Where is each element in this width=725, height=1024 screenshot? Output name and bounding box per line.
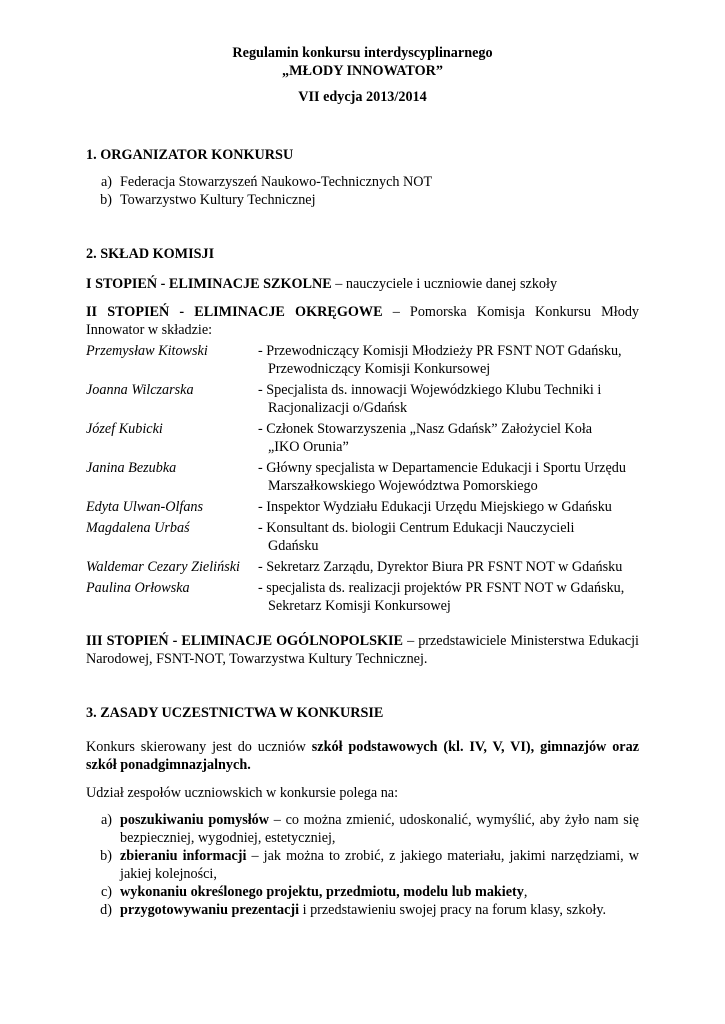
member-role: - Przewodniczący Komisji Młodzieży PR FSNT NOT Gdańsku, Przewodniczący Komisji Konkursowej xyxy=(258,343,622,377)
participation-lead: Udział zespołów uczniowskich w konkursie polega na: xyxy=(86,785,399,801)
table-row xyxy=(86,342,639,381)
member-name: Paulina Orłowska xyxy=(86,580,190,596)
member-name: Waldemar Cezary Zieliński xyxy=(86,559,240,575)
participation-list xyxy=(86,811,639,919)
member-name: Przemysław Kitowski xyxy=(86,343,208,359)
edition-label: VII edycja 2013/2014 xyxy=(298,89,427,105)
member-name: Edyta Ulwan-Olfans xyxy=(86,499,204,515)
member-name: Janina Bezubka xyxy=(86,460,177,476)
table-row xyxy=(86,579,639,618)
list-item: b) zbieraniu informacji – jak można to zrobić, z jakiego materiału, jakimi narzędziami, w jakiej kolejności, xyxy=(100,848,639,882)
member-name: Magdalena Urbaś xyxy=(86,520,190,536)
list-item: b) Towarzystwo Kultury Technicznej xyxy=(100,192,316,208)
stage1-paragraph: I STOPIEŃ - ELIMINACJE SZKOLNE – nauczyciele i uczniowie danej szkoły xyxy=(86,276,558,292)
stage3-paragraph: III STOPIEŃ - ELIMINACJE OGÓLNOPOLSKIE – przedstawiciele Ministerstwa Edukacji Narodowej, FSNT-NOT, Towarzystwa Kultury Technicznej. xyxy=(86,633,639,667)
list-item: a) poszukiwaniu pomysłów – co można zmienić, udoskonalić, wymyślić, aby żyło nam się bezpieczniej, wygodniej, estetyczniej, xyxy=(100,812,639,846)
member-name: Józef Kubicki xyxy=(86,421,163,437)
list-item: d) przygotowywaniu prezentacji i przedstawieniu swojej pracy na forum klasy, szkoły. xyxy=(100,902,607,918)
stage2-paragraph: II STOPIEŃ - ELIMINACJE OKRĘGOWE – Pomorska Komisja Konkursu Młody Innowator w składzie: xyxy=(86,304,640,338)
member-role: - specjalista ds. realizacji projektów PR FSNT NOT w Gdańsku, Sekretarz Komisji Konkursowej xyxy=(258,580,625,614)
organizer-list xyxy=(86,173,639,209)
member-role: - Konsultant ds. biologii Centrum Edukacji Nauczycieli Gdańsku xyxy=(258,520,575,554)
table-row xyxy=(86,420,639,459)
member-role: - Członek Stowarzyszenia „Nasz Gdańsk” Założyciel Koła „IKO Orunia” xyxy=(258,421,593,455)
document-title: Regulamin konkursu interdyscyplinarnego xyxy=(232,45,493,61)
competition-name: „MŁODY INNOWATOR” xyxy=(282,63,443,79)
section3-heading: 3. ZASADY UCZESTNICTWA W KONKURSIE xyxy=(86,705,384,721)
table-row xyxy=(86,381,639,420)
member-role: - Inspektor Wydziału Edukacji Urzędu Miejskiego w Gdańsku xyxy=(258,499,612,515)
section2-heading: 2. SKŁAD KOMISJI xyxy=(86,246,215,262)
table-row xyxy=(86,498,639,519)
list-item: c) wykonaniu określonego projektu, przedmiotu, modelu lub makiety, xyxy=(100,884,528,900)
member-role: - Główny specjalista w Departamencie Edukacji i Sportu Urzędu Marszałkowskiego Województwa Pomorskiego xyxy=(258,460,626,494)
member-role: - Specjalista ds. innowacji Wojewódzkiego Klubu Techniki i Racjonalizacji o/Gdańsk xyxy=(258,382,602,416)
section1-heading: 1. ORGANIZATOR KONKURSU xyxy=(86,147,294,163)
document-page xyxy=(86,44,639,919)
list-item: a) Federacja Stowarzyszeń Naukowo-Technicznych NOT xyxy=(100,174,433,190)
table-row xyxy=(86,558,639,579)
committee-members-table xyxy=(86,342,639,618)
target-paragraph: Konkurs skierowany jest do uczniów szkół podstawowych (kl. IV, V, VI), gimnazjów oraz szkół ponadgimnazjalnych. xyxy=(86,739,639,773)
table-row xyxy=(86,459,639,498)
member-name: Joanna Wilczarska xyxy=(86,382,194,398)
table-row xyxy=(86,519,639,558)
member-role: - Sekretarz Zarządu, Dyrektor Biura PR FSNT NOT w Gdańsku xyxy=(258,559,623,575)
